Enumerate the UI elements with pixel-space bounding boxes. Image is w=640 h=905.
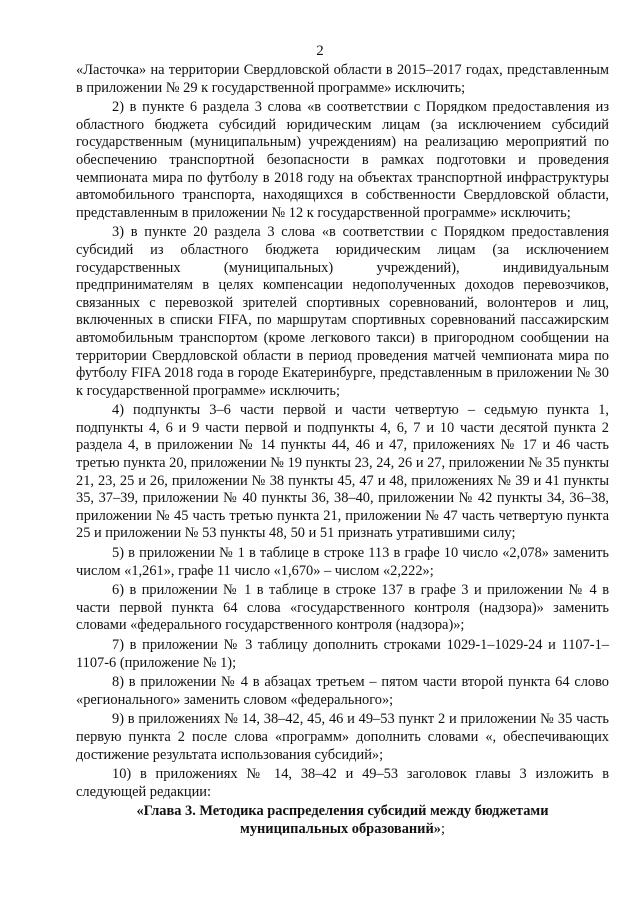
paragraph-1-continuation: «Ласточка» на территории Свердловской области в 2015–2017 годах, представленным в приложении № 29 к государственной программе» исключить; [76, 62, 609, 96]
paragraph-item-10: 10) в приложениях № 14, 38–42 и 49–53 заголовок главы 3 изложить в следующей редакции: [76, 766, 609, 800]
paragraph-item-2: 2) в пункте 6 раздела 3 слова «в соответствии с Порядком предоставления из областного бюджета субсидий юридическим лицам (за исключением субсидий государственным (муниципальным) учреждениям) на реализацию мероприятий по обеспечению транспортной безопасности в рамках подготовки и проведения чемпионата мира по футболу в 2018 году на объектах транспортной инфраструктуры автомобильного транспорта, находящихся в собственности Свердловской области, представленным в приложении № 12 к государственной программе» исключить; [76, 99, 609, 221]
paragraph-item-8: 8) в приложении № 4 в абзацах третьем – пятом части второй пункта 64 слово «регионального» заменить словом «федерального»; [76, 674, 609, 708]
document-body [76, 62, 609, 839]
paragraph-item-9: 9) в приложениях № 14, 38–42, 45, 46 и 49–53 пункт 2 и приложении № 35 часть первую пункта 2 после слова «программ» дополнить словами «, обеспечивающих достижение результата использования субсидий»; [76, 711, 609, 763]
page-number: 2 [316, 43, 324, 59]
paragraph-item-3: 3) в пункте 20 раздела 3 слова «в соответствии с Порядком предоставления субсидий из областного бюджета юридическим лицам (за исключением государственных (муниципальных) учреждений), индивидуальным предпринимателям в целях компенсации недополученных доходов перевозчиков, связанных с перевозкой зрителей спортивных соревнований, волонтеров и лиц, включенных в списки FIFA, по маршрутам спортивных соревнований пассажирским автомобильным транспортом (кроме легкового такси) в пригородном сообщении на территории Свердловской области в период проведения матчей чемпионата мира по футболу FIFA 2018 года в городе Екатеринбурге, представленным в приложении № 30 к государственной программе» исключить; [76, 224, 609, 399]
paragraph-item-4: 4) подпункты 3–6 части первой и части четвертую – седьмую пункта 1, подпункты 4, 6 и 9 части первой и подпункты 4, 6, 7 и 10 части десятой пункта 2 раздела 4, в приложении № 14 пункты 44, 46 и 47, приложениях № 17 и 46 часть третью пункта 20, приложении № 19 пункты 23, 24, 26 и 27, приложении № 35 пункты 21, 23, 25 и 26, приложении № 38 пункты 45, 47 и 48, приложениях № 39 и 41 пункты 35, 37–39, приложении № 40 пункты 36, 38–40, приложении № 42 пункты 34, 36–38, приложении № 45 часть третью пункта 21, приложении № 47 часть четвертую пункта 25 и приложении № 53 пункты 48, 50 и 51 признать утратившими силу; [76, 402, 609, 542]
paragraph-item-5: 5) в приложении № 1 в таблице в строке 113 в графе 10 число «2,078» заменить числом «1,261», графе 11 число «1,670» – числом «2,222»; [76, 545, 609, 579]
chapter-heading-tail: ; [440, 820, 445, 837]
chapter-heading-text: «Глава 3. Методика распределения субсидий между бюджетами муниципальных образований» [136, 803, 549, 837]
paragraph-item-6: 6) в приложении № 1 в таблице в строке 137 в графе 3 и приложении № 4 в части первой пункта 64 слова «государственного контроля (надзора)» заменить словами «федерального государственного контроля (надзора)»; [76, 582, 609, 634]
chapter-heading [76, 803, 609, 838]
paragraph-item-7: 7) в приложении № 3 таблицу дополнить строками 1029-1–1029-24 и 1107-1–1107-6 (приложение № 1); [76, 637, 609, 671]
